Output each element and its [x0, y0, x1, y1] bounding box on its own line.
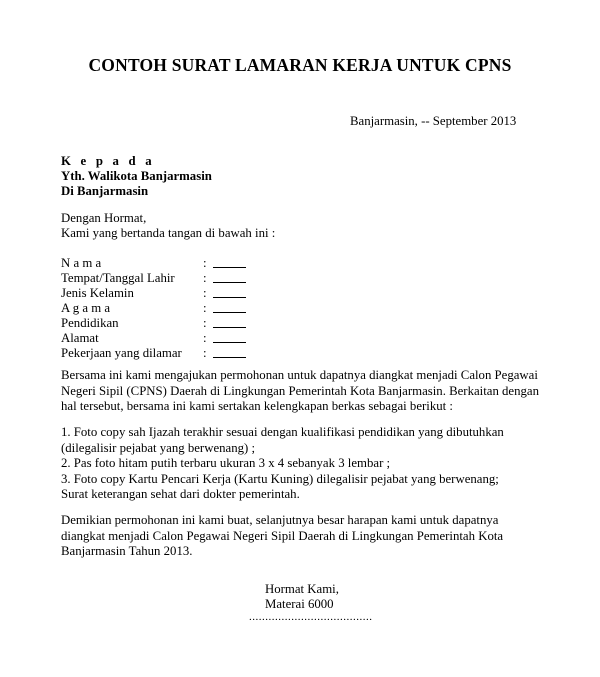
- field-row-alamat: [61, 331, 246, 346]
- field-label: Tempat/Tanggal Lahir: [61, 271, 175, 285]
- attachment-item-3: 3. Foto copy Kartu Pencari Kerja (Kartu Kuning) dilegalisir pejabat yang berwenang;: [61, 471, 499, 486]
- closing-materai: Materai 6000: [265, 597, 334, 611]
- applicant-fields: [61, 256, 246, 361]
- recipient-block: [61, 154, 212, 199]
- field-row-nama: [61, 256, 246, 271]
- field-row-pekerjaan: [61, 346, 246, 361]
- field-label: Alamat: [61, 331, 99, 345]
- field-blank-line: [213, 256, 246, 268]
- field-blank-line: [213, 316, 246, 328]
- field-row-pendidikan: [61, 316, 246, 331]
- field-blank-line: [213, 331, 246, 343]
- recipient-line-1: Yth. Walikota Banjarmasin: [61, 169, 212, 183]
- closing-block: [265, 582, 339, 612]
- field-label: N a m a: [61, 256, 102, 270]
- field-colon: :: [203, 346, 207, 360]
- field-label: Pendidikan: [61, 316, 119, 330]
- attachment-item-1: 1. Foto copy sah Ijazah terakhir sesuai dengan kualifikasi pendidikan yang dibutuhkan: [61, 425, 504, 439]
- field-label: Jenis Kelamin: [61, 286, 134, 300]
- field-colon: :: [203, 331, 207, 345]
- paragraph-closing: Demikian permohonan ini kami buat, selanjutnya besar harapan kami untuk dapatnya diangkat menjadi Calon Pegawai Negeri Sipil Daerah di Lingkungan Pemerintah Kota Banjarmasin Tahun 2013.: [61, 513, 504, 558]
- field-colon: :: [203, 301, 207, 315]
- recipient-line-2: Di Banjarmasin: [61, 184, 149, 198]
- intro-line: Kami yang bertanda tangan di bawah ini :: [61, 226, 276, 240]
- field-blank-line: [213, 346, 246, 358]
- recipient-kepada: K e p a d a: [61, 154, 155, 168]
- field-colon: :: [203, 286, 207, 300]
- field-blank-line: [213, 301, 246, 313]
- attachment-item-1-cont: (dilegalisir pejabat yang berwenang) ;: [61, 440, 256, 455]
- field-colon: :: [203, 316, 207, 330]
- greeting-block: [61, 211, 275, 241]
- field-blank-line: [213, 286, 246, 298]
- attachment-item-4: Surat keterangan sehat dari dokter pemerintah.: [61, 487, 300, 501]
- field-blank-line: [213, 271, 246, 283]
- field-colon: :: [203, 271, 207, 285]
- field-row-ttl: [61, 271, 246, 286]
- attachment-list: [61, 425, 541, 503]
- paragraph-request: Bersama ini kami mengajukan permohonan untuk dapatnya diangkat menjadi Calon Pegawai Negeri Sipil (CPNS) Daerah di Lingkungan Pemerintah Kota Banjarmasin. Berkaitan dengan hal tersebut, bersama ini kami sertakan kelengkapan berkas sebagai berikut :: [61, 368, 539, 413]
- field-label: A g a m a: [61, 301, 111, 315]
- field-label: Pekerjaan yang dilamar: [61, 346, 182, 360]
- attachment-item-2: 2. Pas foto hitam putih terbaru ukuran 3 x 4 sebanyak 3 lembar ;: [61, 456, 391, 470]
- signature-line: ......................................: [249, 611, 373, 623]
- letter-title: CONTOH SURAT LAMARAN KERJA UNTUK CPNS: [88, 55, 512, 75]
- salutation: Dengan Hormat,: [61, 211, 147, 225]
- field-colon: :: [203, 256, 207, 270]
- closing-hormat: Hormat Kami,: [265, 582, 339, 596]
- date-line: Banjarmasin, -- September 2013: [350, 114, 517, 128]
- field-row-jenis-kelamin: [61, 286, 246, 301]
- field-row-agama: [61, 301, 246, 316]
